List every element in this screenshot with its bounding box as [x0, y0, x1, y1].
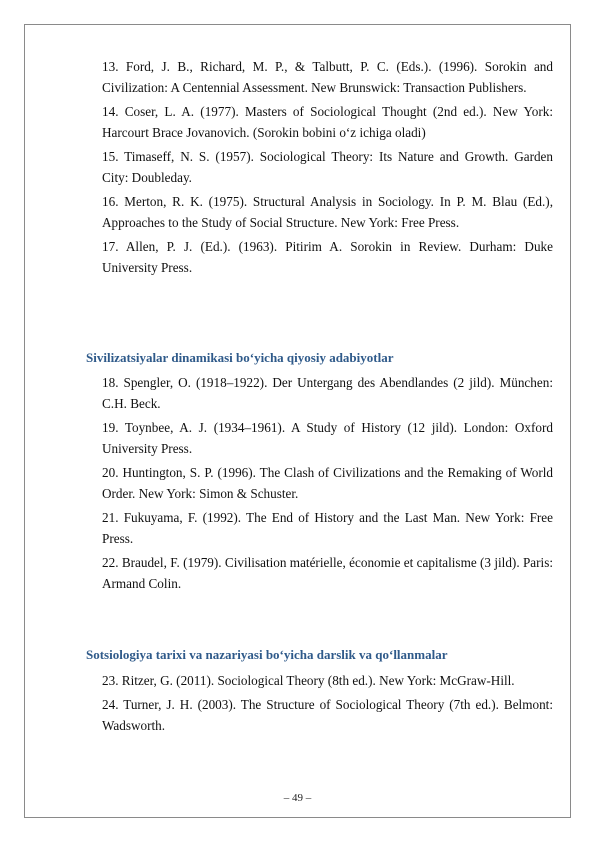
- references-block-1: [102, 56, 553, 278]
- section-heading: Sotsiologiya tarixi va nazariyasi bo‘yicha darslik va qo‘llanmalar: [86, 647, 448, 662]
- reference-item: 23. Ritzer, G. (2011). Sociological Theory (8th ed.). New York: McGraw-Hill.: [102, 673, 515, 688]
- reference-item: 15. Timaseff, N. S. (1957). Sociological Theory: Its Nature and Growth. Garden City: Doubleday.: [102, 149, 553, 185]
- reference-item: 14. Coser, L. A. (1977). Masters of Sociological Thought (2nd ed.). New York: Harcourt Brace Jovanovich. (Sorokin bobini o‘z ichiga oladi): [102, 104, 553, 140]
- references-block-3: [102, 670, 553, 736]
- reference-item: 13. Ford, J. B., Richard, M. P., & Talbutt, P. C. (Eds.). (1996). Sorokin and Civilization: A Centennial Assessment. New Brunswick: Transaction Publishers.: [102, 59, 553, 95]
- reference-item: 18. Spengler, O. (1918–1922). Der Untergang des Abendlandes (2 jild). München: C.H. Beck.: [102, 375, 553, 411]
- reference-item: 20. Huntington, S. P. (1996). The Clash of Civilizations and the Remaking of World Order. New York: Simon & Schuster.: [102, 465, 553, 501]
- references-block-2: [102, 372, 553, 594]
- reference-item: 21. Fukuyama, F. (1992). The End of History and the Last Man. New York: Free Press.: [102, 510, 553, 546]
- reference-item: 24. Turner, J. H. (2003). The Structure of Sociological Theory (7th ed.). Belmont: Wadsworth.: [102, 697, 553, 733]
- reference-item: 17. Allen, P. J. (Ed.). (1963). Pitirim A. Sorokin in Review. Durham: Duke University Press.: [102, 239, 553, 275]
- reference-item: 22. Braudel, F. (1979). Civilisation matérielle, économie et capitalisme (3 jild). Paris: Armand Colin.: [102, 555, 553, 591]
- reference-item: 16. Merton, R. K. (1975). Structural Analysis in Sociology. In P. M. Blau (Ed.), Approaches to the Study of Social Structure. New York: Free Press.: [102, 194, 553, 230]
- section-heading: Sivilizatsiyalar dinamikasi bo‘yicha qiyosiy adabiyotlar: [86, 350, 394, 365]
- page-number: – 49 –: [283, 792, 312, 804]
- reference-item: 19. Toynbee, A. J. (1934–1961). A Study of History (12 jild). London: Oxford University Press.: [102, 420, 553, 456]
